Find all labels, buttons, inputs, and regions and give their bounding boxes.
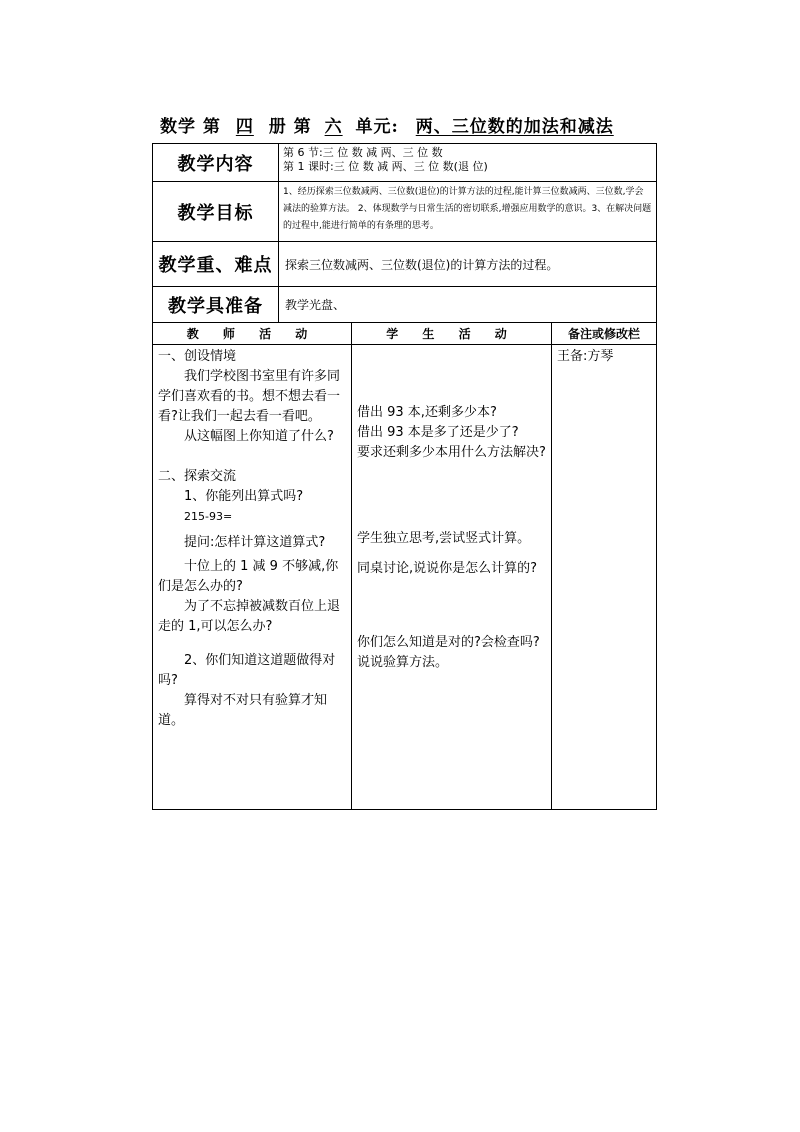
- teacher-section-2: 二、探索交流: [158, 469, 237, 484]
- page-title: [160, 112, 660, 138]
- goals-text: 1、经历探索三位数减两、三位数(退位)的计算方法的过程,能计算三位数减两、三位数,学会减法的验算方法。 2、体现数学与日常生活的密切联系,增强应用数学的意识。3、在解决问题的过程中,能进行简单的有条理的思考。: [279, 182, 657, 242]
- student-activity-header: 学 生 活 动: [352, 323, 552, 345]
- focus-text: 探索三位数减两、三位数(退位)的计算方法的过程。: [279, 242, 657, 287]
- teacher-para-2: 从这幅图上你知道了什么?: [184, 429, 334, 444]
- teacher-para-1: 我们学校图书室里有许多同学们喜欢看的书。想不想去看一看?让我们一起去看一看吧。: [158, 369, 341, 424]
- goals-label: 教学目标: [153, 182, 279, 242]
- notes-header: 备注或修改栏: [552, 323, 657, 345]
- student-answer-2: 借出 93 本是多了还是少了?: [357, 425, 519, 440]
- student-answer-5: 同桌讨论,说说你是怎么计算的?: [357, 561, 538, 576]
- student-answer-3: 要求还剩多少本用什么方法解决?: [357, 445, 546, 460]
- teacher-question-2: 2、你们知道这道题做得对吗?: [158, 653, 336, 688]
- tools-text: 教学光盘、: [279, 287, 657, 323]
- teacher-activity-cell: [153, 345, 352, 810]
- teacher-para-3: 提问:怎样计算这道算式?: [184, 535, 326, 550]
- teacher-question-1: 1、你能列出算式吗?: [184, 489, 304, 504]
- student-answer-6: 你们怎么知道是对的?会检查吗?: [357, 635, 540, 650]
- teacher-para-5: 为了不忘掉被减数百位上退走的 1,可以怎么办?: [158, 599, 341, 634]
- notes-author: 王备:方琴: [557, 349, 614, 364]
- lesson-plan-table: [152, 143, 657, 810]
- teacher-para-6: 算得对不对只有验算才知道。: [158, 693, 328, 728]
- teacher-section-1: 一、创设情境: [158, 349, 237, 364]
- content-label: 教学内容: [153, 144, 279, 182]
- student-answer-4: 学生独立思考,尝试竖式计算。: [357, 531, 531, 546]
- teacher-para-4: 十位上的 1 减 9 不够减,你们是怎么办的?: [158, 559, 339, 594]
- student-answer-7: 说说验算方法。: [357, 655, 449, 670]
- content-line-1: 第 6 节:三 位 数 减 两、三 位 数: [283, 146, 443, 159]
- teacher-activity-header: 教 师 活 动: [153, 323, 352, 345]
- title-part1: 数学 第: [160, 117, 221, 137]
- notes-cell: [552, 345, 657, 810]
- title-topic: 两、三位数的加法和减法: [415, 117, 614, 137]
- title-part2: 册 第: [268, 117, 312, 137]
- content-line-2: 第 1 课时:三 位 数 减 两、三 位 数(退 位): [283, 160, 488, 173]
- focus-label: 教学重、难点: [153, 242, 279, 287]
- title-part3: 单元:: [355, 117, 399, 137]
- student-activity-cell: [352, 345, 552, 810]
- tools-label: 教学具准备: [153, 287, 279, 323]
- student-answer-1: 借出 93 本,还剩多少本?: [357, 405, 497, 420]
- content-cell: [279, 144, 657, 182]
- title-book: 四: [235, 117, 254, 137]
- teacher-equation: 215-93=: [184, 510, 233, 523]
- title-unit: 六: [324, 117, 343, 137]
